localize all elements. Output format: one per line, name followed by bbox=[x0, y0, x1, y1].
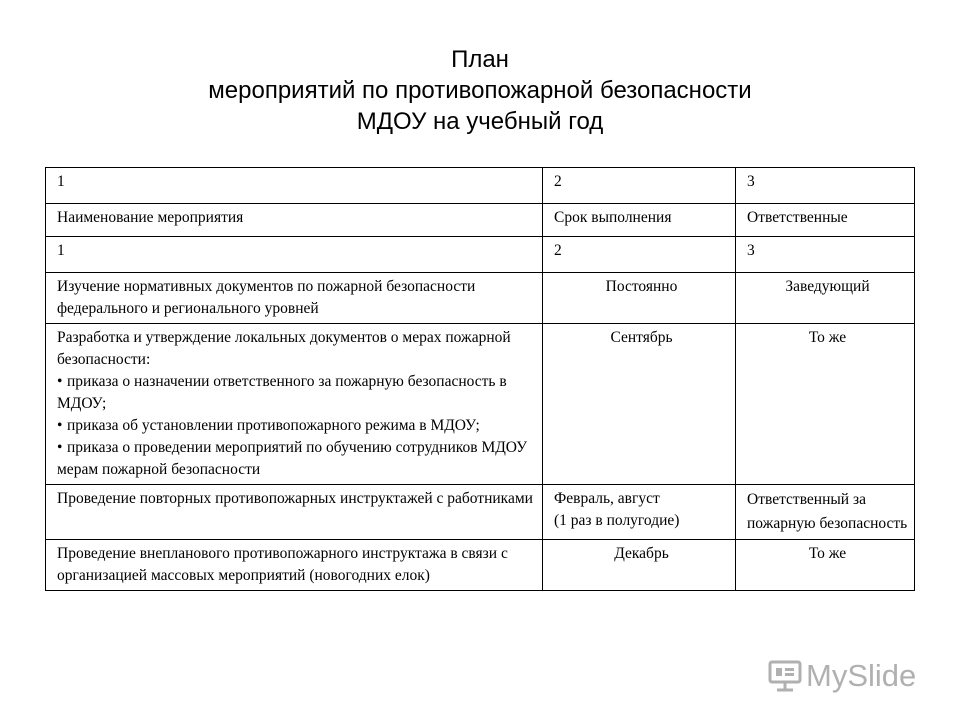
activity-intro: Разработка и утверждение локальных документов о мерах пожарной безопасности: bbox=[57, 329, 511, 368]
responsible-cell: Заведующий bbox=[736, 273, 915, 324]
responsible-cell: Ответственный за пожарную безопасность bbox=[736, 485, 915, 540]
term-line-2: (1 раз в полугодие) bbox=[554, 512, 680, 529]
activity-cell: Проведение внепланового противопожарного инструктажа в связи с организацией массовых мероприятий (новогодних елок) bbox=[46, 540, 543, 591]
title-line-3: МДОУ на учебный год bbox=[356, 108, 604, 135]
bullet-icon: • bbox=[57, 417, 63, 434]
header-row bbox=[46, 204, 915, 237]
list-item bbox=[57, 371, 536, 415]
header-term: Срок выполнения bbox=[543, 204, 736, 237]
column-number-cell: 1 bbox=[46, 237, 543, 273]
list-item-text: приказа о назначении ответственного за пожарную безопасность в МДОУ; bbox=[57, 373, 507, 412]
list-item-text: приказа о проведении мероприятий по обучению сотрудников МДОУ мерам пожарной безопасности bbox=[57, 439, 528, 478]
term-cell bbox=[543, 485, 736, 540]
activity-cell: Изучение нормативных документов по пожарной безопасности федерального и регионального уровней bbox=[46, 273, 543, 324]
activity-cell bbox=[46, 324, 543, 485]
bullet-icon: • bbox=[57, 439, 63, 456]
column-number-cell: 2 bbox=[543, 168, 736, 204]
list-item bbox=[57, 437, 536, 481]
table-row bbox=[46, 540, 915, 591]
list-item-text: приказа об установлении противопожарного режима в МДОУ; bbox=[67, 417, 480, 434]
column-number-cell: 3 bbox=[736, 237, 915, 273]
header-responsible: Ответственные bbox=[736, 204, 915, 237]
title-line-2: мероприятий по противопожарной безопасности bbox=[208, 77, 752, 104]
responsible-cell: То же bbox=[736, 324, 915, 485]
term-cell: Постоянно bbox=[543, 273, 736, 324]
responsible-cell: То же bbox=[736, 540, 915, 591]
table-row bbox=[46, 324, 915, 485]
activity-cell: Проведение повторных противопожарных инструктажей с работниками bbox=[46, 485, 543, 540]
column-number-cell: 1 bbox=[46, 168, 543, 204]
page-title bbox=[0, 44, 960, 137]
title-line-1: План bbox=[451, 46, 509, 73]
fire-safety-plan-table bbox=[45, 167, 915, 591]
slides-logo-icon bbox=[768, 659, 802, 693]
column-number-cell: 2 bbox=[543, 237, 736, 273]
column-number-cell: 3 bbox=[736, 168, 915, 204]
table-row bbox=[46, 273, 915, 324]
watermark bbox=[768, 656, 916, 696]
column-number-row bbox=[46, 237, 915, 273]
list-item bbox=[57, 415, 536, 437]
header-activity: Наименование мероприятия bbox=[46, 204, 543, 237]
column-number-row bbox=[46, 168, 915, 204]
term-cell: Сентябрь bbox=[543, 324, 736, 485]
table-row bbox=[46, 485, 915, 540]
bullet-icon: • bbox=[57, 373, 63, 390]
term-line-1: Февраль, август bbox=[554, 490, 660, 507]
term-cell: Декабрь bbox=[543, 540, 736, 591]
watermark-text: MySlide bbox=[806, 658, 917, 693]
